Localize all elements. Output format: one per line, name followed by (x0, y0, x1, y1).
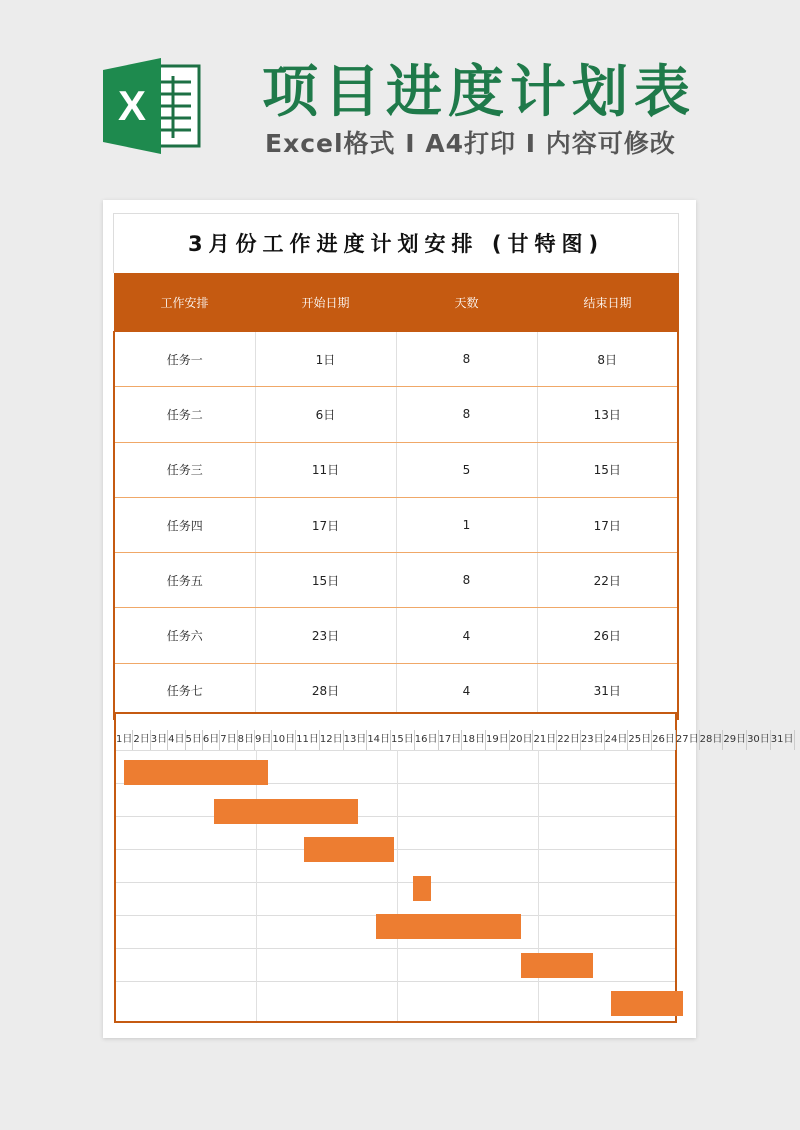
gantt-task-bar[interactable] (521, 953, 593, 978)
days-cell[interactable]: 1 (396, 497, 537, 552)
task-table-section (113, 213, 679, 720)
end-date-cell[interactable]: 17日 (537, 497, 678, 552)
day-label: 5日 (186, 730, 203, 750)
day-label: 9日 (255, 730, 272, 750)
day-label: 14日 (367, 730, 391, 750)
day-label: 4日 (168, 730, 185, 750)
column-header-task: 工作安排 (114, 274, 255, 332)
gantt-task-bar[interactable] (611, 991, 683, 1016)
days-cell[interactable]: 8 (396, 553, 537, 608)
day-label: 16日 (415, 730, 439, 750)
day-label: 10日 (272, 730, 296, 750)
day-label: 26日 (652, 730, 676, 750)
end-date-cell[interactable]: 8日 (537, 332, 678, 387)
table-row (114, 387, 678, 442)
days-cell[interactable]: 5 (396, 442, 537, 497)
gantt-task-bar[interactable] (304, 837, 394, 862)
task-name-cell[interactable]: 任务五 (114, 553, 255, 608)
day-label: 30日 (747, 730, 771, 750)
start-date-cell[interactable]: 23日 (255, 608, 396, 663)
task-name-cell[interactable]: 任务一 (114, 332, 255, 387)
day-label: 15日 (391, 730, 415, 750)
gantt-task-bar[interactable] (214, 799, 358, 824)
day-label: 11日 (296, 730, 320, 750)
days-cell[interactable]: 8 (396, 387, 537, 442)
task-name-cell[interactable]: 任务七 (114, 663, 255, 719)
task-table (113, 273, 679, 720)
gantt-task-bar[interactable] (413, 876, 431, 901)
day-label: 18日 (462, 730, 486, 750)
task-name-cell[interactable]: 任务二 (114, 387, 255, 442)
gantt-row-line (116, 849, 675, 850)
day-label: 19日 (486, 730, 510, 750)
table-row (114, 663, 678, 719)
task-name-cell[interactable]: 任务六 (114, 608, 255, 663)
day-label: 22日 (557, 730, 581, 750)
gantt-row-line (116, 750, 675, 751)
column-header-end: 结束日期 (537, 274, 678, 332)
day-header-row (116, 730, 794, 750)
table-row (114, 608, 678, 663)
days-cell[interactable]: 4 (396, 663, 537, 719)
day-label: 31日 (771, 730, 795, 750)
gantt-task-bar[interactable] (376, 914, 520, 939)
start-date-cell[interactable]: 11日 (255, 442, 396, 497)
gantt-row-line (116, 981, 675, 982)
day-label: 28日 (700, 730, 724, 750)
day-label: 2日 (133, 730, 150, 750)
day-label: 6日 (203, 730, 220, 750)
column-header-start: 开始日期 (255, 274, 396, 332)
task-name-cell[interactable]: 任务四 (114, 497, 255, 552)
task-name-cell[interactable]: 任务三 (114, 442, 255, 497)
gantt-column-line (538, 750, 539, 1021)
table-row (114, 332, 678, 387)
start-date-cell[interactable]: 6日 (255, 387, 396, 442)
sheet-title: 3月份工作进度计划安排 (甘特图) (113, 213, 679, 273)
column-header-days: 天数 (396, 274, 537, 332)
day-label: 8日 (238, 730, 255, 750)
day-label: 17日 (439, 730, 463, 750)
end-date-cell[interactable]: 15日 (537, 442, 678, 497)
day-label: 29日 (723, 730, 747, 750)
end-date-cell[interactable]: 22日 (537, 553, 678, 608)
day-label: 3日 (151, 730, 168, 750)
table-row (114, 497, 678, 552)
start-date-cell[interactable]: 15日 (255, 553, 396, 608)
days-cell[interactable]: 4 (396, 608, 537, 663)
end-date-cell[interactable]: 13日 (537, 387, 678, 442)
table-header-row (114, 274, 678, 332)
start-date-cell[interactable]: 28日 (255, 663, 396, 719)
day-label: 27日 (676, 730, 700, 750)
gantt-task-bar[interactable] (124, 760, 268, 785)
day-label: 25日 (628, 730, 652, 750)
day-label: 23日 (581, 730, 605, 750)
day-label: 7日 (220, 730, 237, 750)
days-cell[interactable]: 8 (396, 332, 537, 387)
day-label: 12日 (320, 730, 344, 750)
day-label: 20日 (510, 730, 534, 750)
gantt-column-line (397, 750, 398, 1021)
logo-letter: X (117, 82, 147, 129)
page-title: 项目进度计划表 (262, 60, 696, 125)
start-date-cell[interactable]: 17日 (255, 497, 396, 552)
day-label: 1日 (116, 730, 133, 750)
gantt-chart (114, 712, 794, 1023)
start-date-cell[interactable]: 1日 (255, 332, 396, 387)
page-subtitle: Excel格式 I A4打印 I 内容可修改 (265, 129, 676, 158)
gantt-column-line (256, 750, 257, 1021)
excel-logo-icon (103, 58, 203, 154)
end-date-cell[interactable]: 31日 (537, 663, 678, 719)
day-label: 24日 (605, 730, 629, 750)
gantt-row-line (116, 948, 675, 949)
table-row (114, 442, 678, 497)
gantt-row-line (116, 882, 675, 883)
end-date-cell[interactable]: 26日 (537, 608, 678, 663)
day-label: 21日 (533, 730, 557, 750)
day-label: 13日 (344, 730, 368, 750)
table-row (114, 553, 678, 608)
gantt-row-line (116, 816, 675, 817)
